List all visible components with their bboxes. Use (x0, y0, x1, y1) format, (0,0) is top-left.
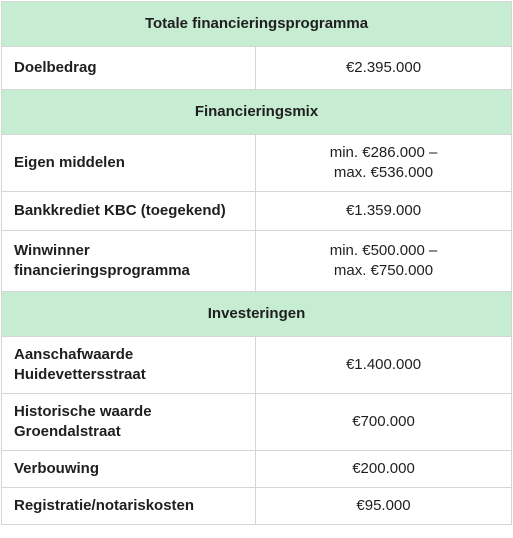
section-title-financieringsmix: Financieringsmix (2, 90, 512, 135)
row-label-registratie: Registratie/notariskosten (2, 488, 256, 525)
table-row (2, 394, 512, 451)
row-value-doelbedrag: €2.395.000 (256, 47, 512, 90)
row-value-verbouwing: €200.000 (256, 451, 512, 488)
row-label-winwinner (2, 231, 256, 292)
section-header-row (2, 90, 512, 135)
financing-table (1, 1, 512, 525)
section-header-row (2, 292, 512, 337)
row-label-doelbedrag: Doelbedrag (2, 47, 256, 90)
label-line-2: Huidevettersstraat (14, 366, 146, 383)
label-line-1: Winwinner (14, 242, 90, 259)
section-title-totaal: Totale financieringsprogramma (2, 2, 512, 47)
section-header-row (2, 2, 512, 47)
row-value-eigen-middelen (256, 135, 512, 192)
table-row (2, 451, 512, 488)
label-line-2: financieringsprogramma (14, 262, 190, 279)
row-label-verbouwing: Verbouwing (2, 451, 256, 488)
table-row (2, 47, 512, 90)
label-line-1: Historische waarde (14, 403, 152, 420)
row-label-eigen-middelen: Eigen middelen (2, 135, 256, 192)
value-line-min: min. €500.000 – (329, 242, 438, 259)
label-line-1: Aanschafwaarde (14, 346, 134, 363)
row-value-bankkrediet: €1.359.000 (256, 192, 512, 231)
label-line-2: Groendalstraat (14, 423, 121, 440)
row-value-winwinner (256, 231, 512, 292)
value-line-min: min. €286.000 – (329, 144, 438, 161)
row-value-aanschafwaarde: €1.400.000 (256, 337, 512, 394)
row-value-registratie: €95.000 (256, 488, 512, 525)
row-label-historische-waarde (2, 394, 256, 451)
row-label-aanschafwaarde (2, 337, 256, 394)
table-row (2, 192, 512, 231)
value-line-max: max. €750.000 (333, 262, 434, 279)
table-row (2, 231, 512, 292)
table-row (2, 337, 512, 394)
section-title-investeringen: Investeringen (2, 292, 512, 337)
row-value-historische-waarde: €700.000 (256, 394, 512, 451)
table-row (2, 488, 512, 525)
row-label-bankkrediet: Bankkrediet KBC (toegekend) (2, 192, 256, 231)
table-row (2, 135, 512, 192)
value-line-max: max. €536.000 (333, 164, 434, 181)
